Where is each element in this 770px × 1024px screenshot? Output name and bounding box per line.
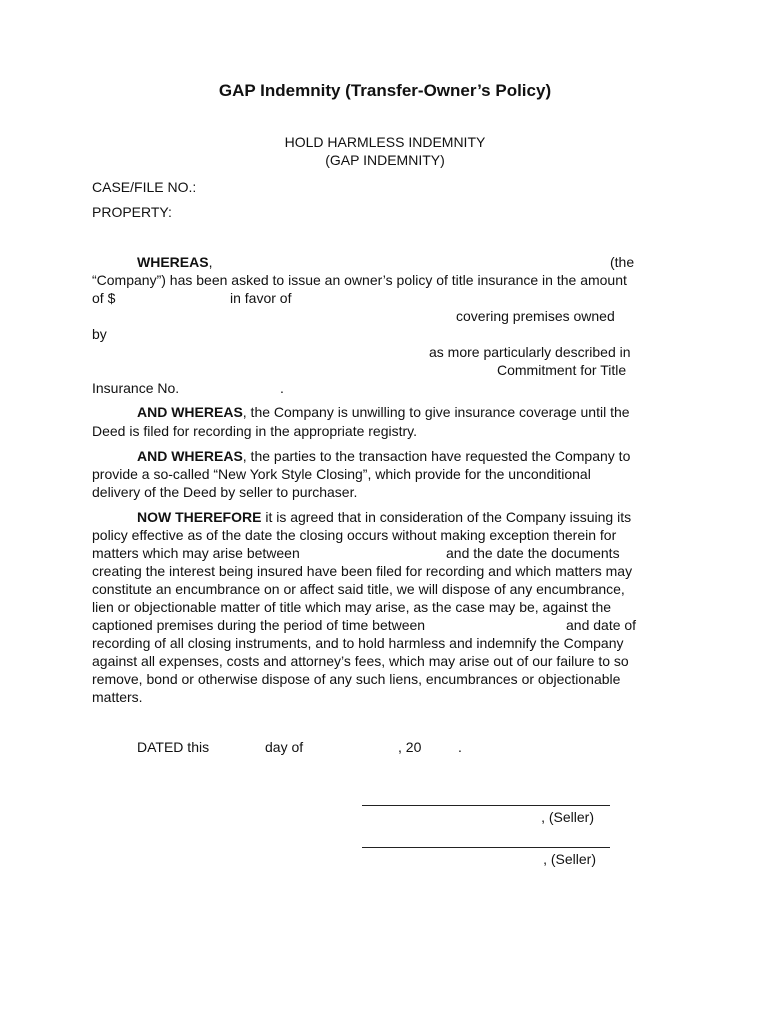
whereas-1-line-1 <box>137 253 212 271</box>
insurance-no-label: Insurance No. <box>92 380 180 396</box>
whereas-3-line-1-rest: , the parties to the transaction have requested the Company to <box>242 448 631 464</box>
whereas-2-line-1-rest: , the Company is unwilling to give insurance coverage until the <box>242 404 630 420</box>
now-therefore-line-9: against all expenses, costs and attorney’s fees, which may arise out of our failure to so <box>92 653 629 669</box>
now-therefore-line-2: policy effective as of the date the closing occurs without making exception therein for <box>92 527 617 543</box>
whereas-2-line-2: Deed is filed for recording in the appropriate registry. <box>92 423 418 439</box>
insurance-no-period: . <box>280 380 284 396</box>
now-therefore-line-10: remove, bond or otherwise dispose of any such liens, encumbrances or objectionable <box>92 671 621 687</box>
now-therefore-line-5: constitute an encumbrance on or affect said title, we will dispose of any encumbrance, <box>92 581 625 597</box>
covering-premises: covering premises owned <box>456 308 615 324</box>
in-favor-of: in favor of <box>230 290 292 306</box>
amount-prefix: of $ <box>92 290 116 306</box>
now-therefore-line-8: recording of all closing instruments, and to hold harmless and indemnify the Company <box>92 635 624 651</box>
whereas-3-line-1 <box>137 447 630 465</box>
owned-by: by <box>92 326 107 342</box>
whereas-comma: , <box>208 254 213 270</box>
now-therefore-line-6: lien or objectionable matter of title which may arise, as the case may be, against the <box>92 599 612 615</box>
dated-period: . <box>458 739 462 755</box>
seller-label-2: , (Seller) <box>543 851 596 867</box>
now-therefore-line-3a: matters which may arise between <box>92 545 300 561</box>
whereas-3-line-2: provide a so-called “New York Style Closing”, which provide for the unconditional <box>92 466 591 482</box>
seller-signature-line-2[interactable] <box>362 847 610 848</box>
now-therefore-line-4: creating the interest being insured have been filed for recording and which matters may <box>92 563 633 579</box>
subtitle-gap-indemnity: (GAP INDEMNITY) <box>325 152 445 168</box>
now-therefore-line-7b: and date of <box>566 617 637 633</box>
document-title: GAP Indemnity (Transfer-Owner’s Policy) <box>218 81 552 100</box>
whereas-2-line-1 <box>137 403 630 421</box>
seller-signature-line-1[interactable] <box>362 805 610 806</box>
and-whereas-keyword: AND WHEREAS <box>137 404 243 420</box>
case-file-label: CASE/FILE NO.: <box>92 179 197 195</box>
dated-this: DATED this <box>137 739 210 755</box>
now-therefore-line-7a: captioned premises during the period of time between <box>92 617 426 633</box>
year-prefix: , 20 <box>398 739 422 755</box>
commitment-for-title: Commitment for Title <box>497 362 627 378</box>
now-therefore-line-1 <box>137 508 631 526</box>
and-whereas-keyword: AND WHEREAS <box>137 448 243 464</box>
now-therefore-line-3b: and the date the documents <box>446 545 620 561</box>
seller-label-1: , (Seller) <box>541 809 594 825</box>
now-therefore-line-1-rest: it is agreed that in consideration of the Company issuing its <box>261 509 632 525</box>
whereas-1-line-2: “Company”) has been asked to issue an owner’s policy of title insurance in the amount <box>92 272 627 288</box>
now-therefore-line-11: matters. <box>92 689 143 705</box>
property-label: PROPERTY: <box>92 204 172 220</box>
whereas-3-line-3: delivery of the Deed by seller to purchaser. <box>92 484 358 500</box>
described-in: as more particularly described in <box>429 344 631 360</box>
the-label: (the <box>610 254 635 270</box>
day-of: day of <box>265 739 304 755</box>
subtitle-hold-harmless: HOLD HARMLESS INDEMNITY <box>284 134 486 150</box>
whereas-keyword: WHEREAS <box>137 254 209 270</box>
now-therefore-keyword: NOW THEREFORE <box>137 509 262 525</box>
